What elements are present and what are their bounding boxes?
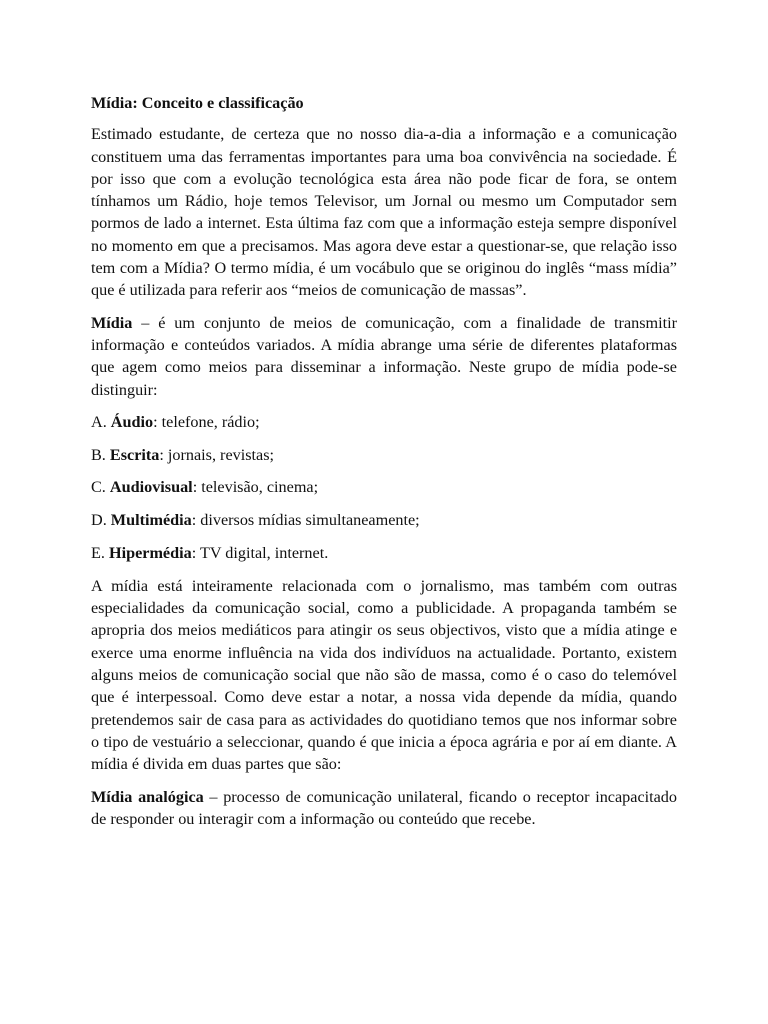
document-title: Mídia: Conceito e classificação xyxy=(91,94,304,112)
list-term: Hipermédia xyxy=(108,544,192,563)
analog-paragraph xyxy=(91,786,677,831)
definition-paragraph xyxy=(91,312,677,401)
definition-term: Mídia xyxy=(91,313,133,332)
definition-text: – é um conjunto de meios de comunicação, com a finalidade de transmitir informação e conteúdos variados. A mídia abrange uma série de diferentes plataformas que agem como meios para disseminar a informação. Neste grupo de mídia pode-se distinguir: xyxy=(91,313,677,399)
list-item xyxy=(91,542,677,564)
document-page xyxy=(91,92,677,840)
list-letter: C. xyxy=(91,478,110,497)
list-desc: : TV digital, internet. xyxy=(191,544,329,563)
analog-term: Mídia analógica xyxy=(91,787,204,806)
intro-paragraph: Estimado estudante, de certeza que no nosso dia-a-dia a informação e a comunicação constituem uma das ferramentas importantes para uma boa convivência na sociedade. É por isso que com a evolução tecnológica esta área não pode ficar de fora, se ontem tínhamos um Rádio, hoje temos Televisor, um Jornal ou mesmo um Computador sem pormos de lado a internet. Esta última faz com que a informação esteja sempre disponível no momento em que a precisamos. Mas agora deve estar a questionar-se, que relação isso tem com a Mídia? O termo mídia, é um vocábulo que se originou do inglês “mass mídia” que é utilizada para referir aos “meios de comunicação de massas”. xyxy=(91,125,677,300)
list-letter: D. xyxy=(91,511,111,530)
list-desc: : diversos mídias simultaneamente; xyxy=(191,511,420,530)
list-desc: : televisão, cinema; xyxy=(192,478,319,497)
list-item xyxy=(91,476,677,498)
list-item xyxy=(91,444,677,466)
list-term: Escrita xyxy=(109,445,160,464)
list-desc: : telefone, rádio; xyxy=(153,412,260,431)
body-paragraph: A mídia está inteiramente relacionada com o jornalismo, mas também com outras especialidades da comunicação social, como a publicidade. A propaganda também se apropria dos meios mediáticos para atingir os seus objectivos, visto que a mídia atinge e exerce uma enorme influência na vida dos indivíduos na actualidade. Portanto, existem alguns meios de comunicação social que não são de massa, como é o caso do telemóvel que é interpessoal. Como deve estar a notar, a nossa vida depende da mídia, quando pretendemos sair de casa para as actividades do quotidiano temos que nos informar sobre o tipo de vestuário a seleccionar, quando é que inicia a época agrária e por aí em diante. A mídia é divida em duas partes que são: xyxy=(91,576,677,774)
list-term: Áudio xyxy=(110,412,154,431)
list-term: Multimédia xyxy=(110,511,192,530)
list-desc: : jornais, revistas; xyxy=(159,445,274,464)
list-letter: E. xyxy=(91,544,109,563)
list-term: Audiovisual xyxy=(109,478,193,497)
list-item xyxy=(91,509,677,531)
analog-text: – processo de comunicação unilateral, ficando o receptor incapacitado de responder ou interagir com a informação ou conteúdo que recebe. xyxy=(91,787,677,828)
list-item xyxy=(91,411,677,433)
list-letter: B. xyxy=(91,445,110,464)
list-letter: A. xyxy=(91,412,111,431)
